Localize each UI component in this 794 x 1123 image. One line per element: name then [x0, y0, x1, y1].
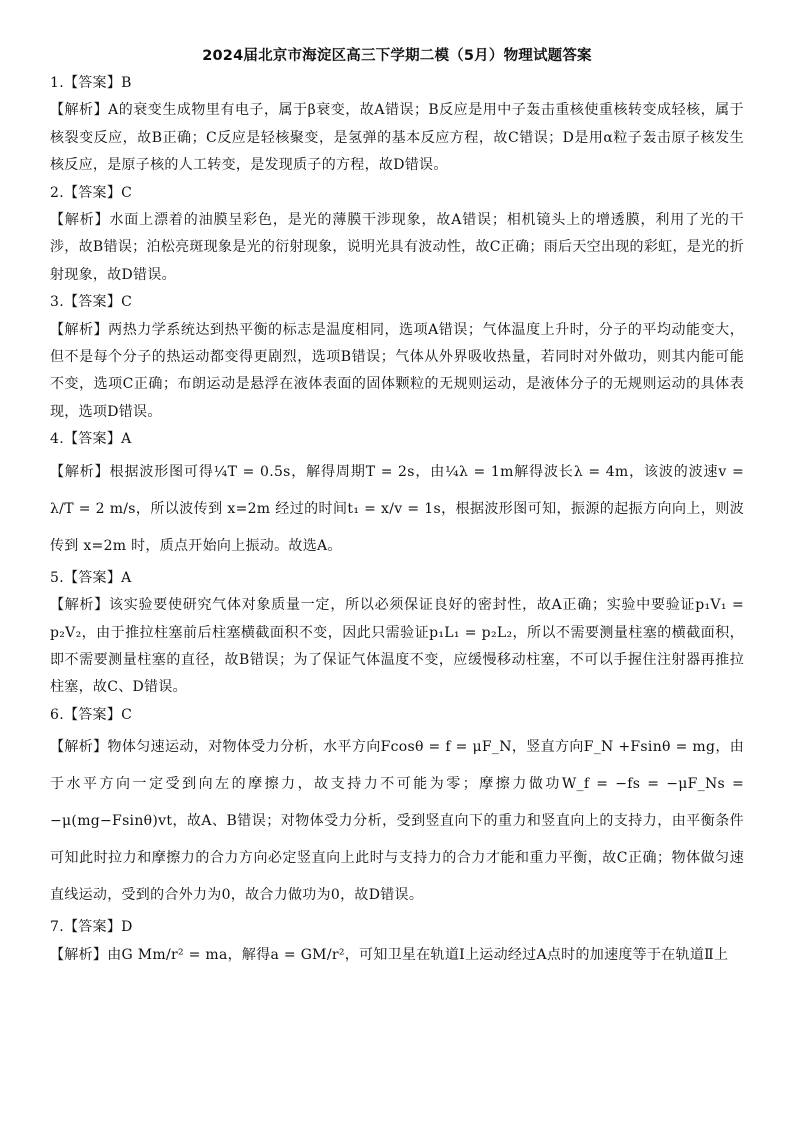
answer-line: 3.【答案】C [50, 294, 133, 311]
analysis-text: 【解析】该实验要使研究气体对象质量一定，所以必须保证良好的密封性，故A正确；实验中要验证p₁V₁ = p₂V₂，由于推拉柱塞前后柱塞横截面积不变，因此只需验证p₁L₁ = p₂L₂，所以不需要测量柱塞的横截面积，即不需要测量柱塞的直径，故B错误；为了保证气体温度不变，应缓慢移动柱塞，不可以手握住注射器再推拉柱塞，故C、D错误。 [50, 597, 744, 696]
analysis-text: 【解析】水面上漂着的油膜呈彩色，是光的薄膜干涉现象，故A错误；相机镜头上的增透膜，利用了光的干涉，故B错误；泊松亮斑现象是光的衍射现象，说明光具有波动性，故C正确；雨后天空出现的彩虹，是光的折射现象，故D错误。 [50, 212, 744, 283]
question-3 [50, 289, 744, 426]
answer-line: 6.【答案】C [50, 706, 133, 723]
analysis-text: 【解析】根据波形图可得¼T = 0.5s，解得周期T = 2s，由¼λ = 1m解得波长λ = 4m，该波的波速v = λ/T = 2 m/s，所以波传到 x=2m 经过的时间t₁ = x/v = 1s，根据波形图可知，振源的起振方向向上，则波传到 x=2m 时，质点开始向上振动。故选A。 [50, 463, 744, 554]
document-title: 2024届北京市海淀区高三下学期二模（5月）物理试题答案 [202, 48, 592, 64]
question-1 [50, 70, 744, 180]
question-4 [50, 426, 744, 564]
question-5 [50, 565, 744, 702]
question-2 [50, 180, 744, 290]
answer-line: 2.【答案】C [50, 184, 133, 201]
answer-line: 1.【答案】B [50, 75, 132, 91]
analysis-text: 【解析】两热力学系统达到热平衡的标志是温度相同，选项A错误；气体温度上升时，分子的平均动能变大，但不是每个分子的热运动都变得更剧烈，选项B错误；气体从外界吸收热量，若同时对外做功，则其内能可能不变，选项C正确；布朗运动是悬浮在液体表面的固体颗粒的无规则运动，是液体分子的无规则运动的具体表现，选项D错误。 [50, 321, 744, 420]
answer-line: 7.【答案】D [50, 919, 133, 936]
analysis-text: 【解析】物体匀速运动，对物体受力分析，水平方向Fcosθ = f = μF_N，竖直方向F_N +Fsinθ = mg，由于水平方向一定受到向左的摩擦力，故支持力不可能为零；摩擦力做功W_f = −fs = −μF_Ns = −μ(mg−Fsinθ)vt，故A、B错误；对物体受力分析，受到竖直向下的重力和竖直向上的支持力，由平衡条件可知此时拉力和摩擦力的合力方向必定竖直向上此时与支持力的合力才能和重力平衡，故C正确；物体做匀速直线运动，受到的合外力为0，故合力做功为0，故D错误。 [50, 739, 744, 904]
answer-line: 5.【答案】A [50, 569, 132, 586]
analysis-text: 【解析】由G Mm/r² = ma，解得a = GM/r²，可知卫星在轨道Ⅰ上运动经过A点时的加速度等于在轨道Ⅱ上 [50, 946, 729, 963]
question-7 [50, 914, 744, 969]
analysis-text: 【解析】A的衰变生成物里有电子，属于β衰变，故A错误；B反应是用中子轰击重核使重核转变成轻核，属于核裂变反应，故B正确；C反应是轻核聚变，是氢弹的基本反应方程，故C错误；D是用α粒子轰击原子核发生核反应，是原子核的人工转变，是发现质子的方程，故D错误。 [50, 102, 744, 174]
question-6 [50, 702, 744, 914]
answer-line: 4.【答案】A [50, 431, 132, 448]
